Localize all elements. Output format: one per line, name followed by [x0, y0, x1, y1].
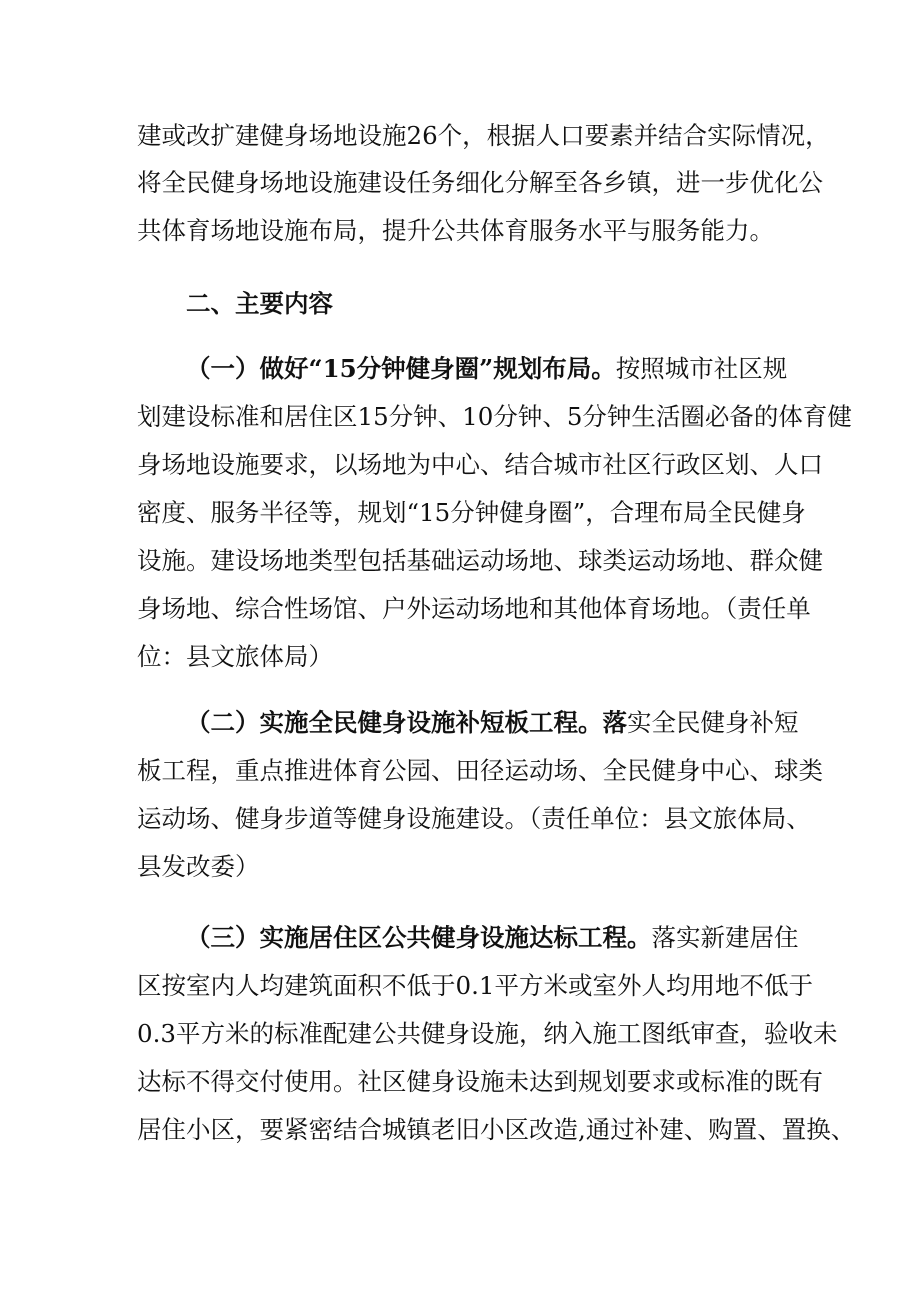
paragraph-line: 将全民健身场地设施建设任务细化分解至各乡镇，进一步优化公: [137, 168, 823, 197]
paragraph-line: 运动场、健身步道等健身设施建设。（责任单位：县文旅体局、: [137, 804, 811, 833]
paragraph-line: 身场地设施要求，以场地为中心、结合城市社区行政区划、人口: [137, 450, 823, 479]
paragraph-text: 落实新建居住: [651, 923, 799, 952]
paragraph-line: 板工程，重点推进体育公园、田径运动场、全民健身中心、球类: [137, 756, 823, 785]
paragraph-line: 位：县文旅体局）: [137, 642, 333, 671]
paragraph-text: 实全民健身补短: [627, 708, 799, 737]
subsection-title: （二）实施全民健身设施补短板工程。落: [186, 708, 627, 737]
paragraph-line: 达标不得交付使用。社区健身设施未达到规划要求或标准的既有: [137, 1067, 823, 1096]
paragraph-line: 建或改扩建健身场地设施26个，根据人口要素并结合实际情况，: [137, 121, 830, 150]
section-heading: 二、主要内容: [186, 289, 333, 318]
paragraph-line: 0.3平方米的标准配建公共健身设施，纳入施工图纸审查，验收未: [137, 1019, 838, 1048]
paragraph-line: 居住小区，要紧密结合城镇老旧小区改造,通过补建、购置、置换、: [137, 1115, 856, 1144]
paragraph-line: 身场地、综合性场馆、户外运动场地和其他体育场地。（责任单: [137, 594, 811, 623]
subsection-title: （一）做好“15分钟健身圈”规划布局。: [186, 354, 616, 383]
subsection-title: （三）实施居住区公共健身设施达标工程。: [186, 923, 652, 952]
subsection-first-line: [186, 700, 846, 746]
paragraph-line: 密度、服务半径等，规划“15分钟健身圈”，合理布局全民健身: [137, 498, 806, 527]
paragraph-line: 设施。建设场地类型包括基础运动场地、球类运动场地、群众健: [137, 546, 823, 575]
paragraph-line: 县发改委）: [137, 852, 260, 881]
paragraph-line: 共体育场地设施布局，提升公共体育服务水平与服务能力。: [137, 216, 774, 245]
paragraph-line: 区按室内人均建筑面积不低于0.1平方米或室外人均用地不低于: [137, 971, 813, 1000]
paragraph-line: 划建设标准和居住区15分钟、10分钟、5分钟生活圈必备的体育健: [137, 402, 852, 431]
subsection-first-line: [186, 346, 846, 392]
subsection-first-line: [186, 915, 846, 961]
paragraph-text: 按照城市社区规: [615, 354, 788, 383]
